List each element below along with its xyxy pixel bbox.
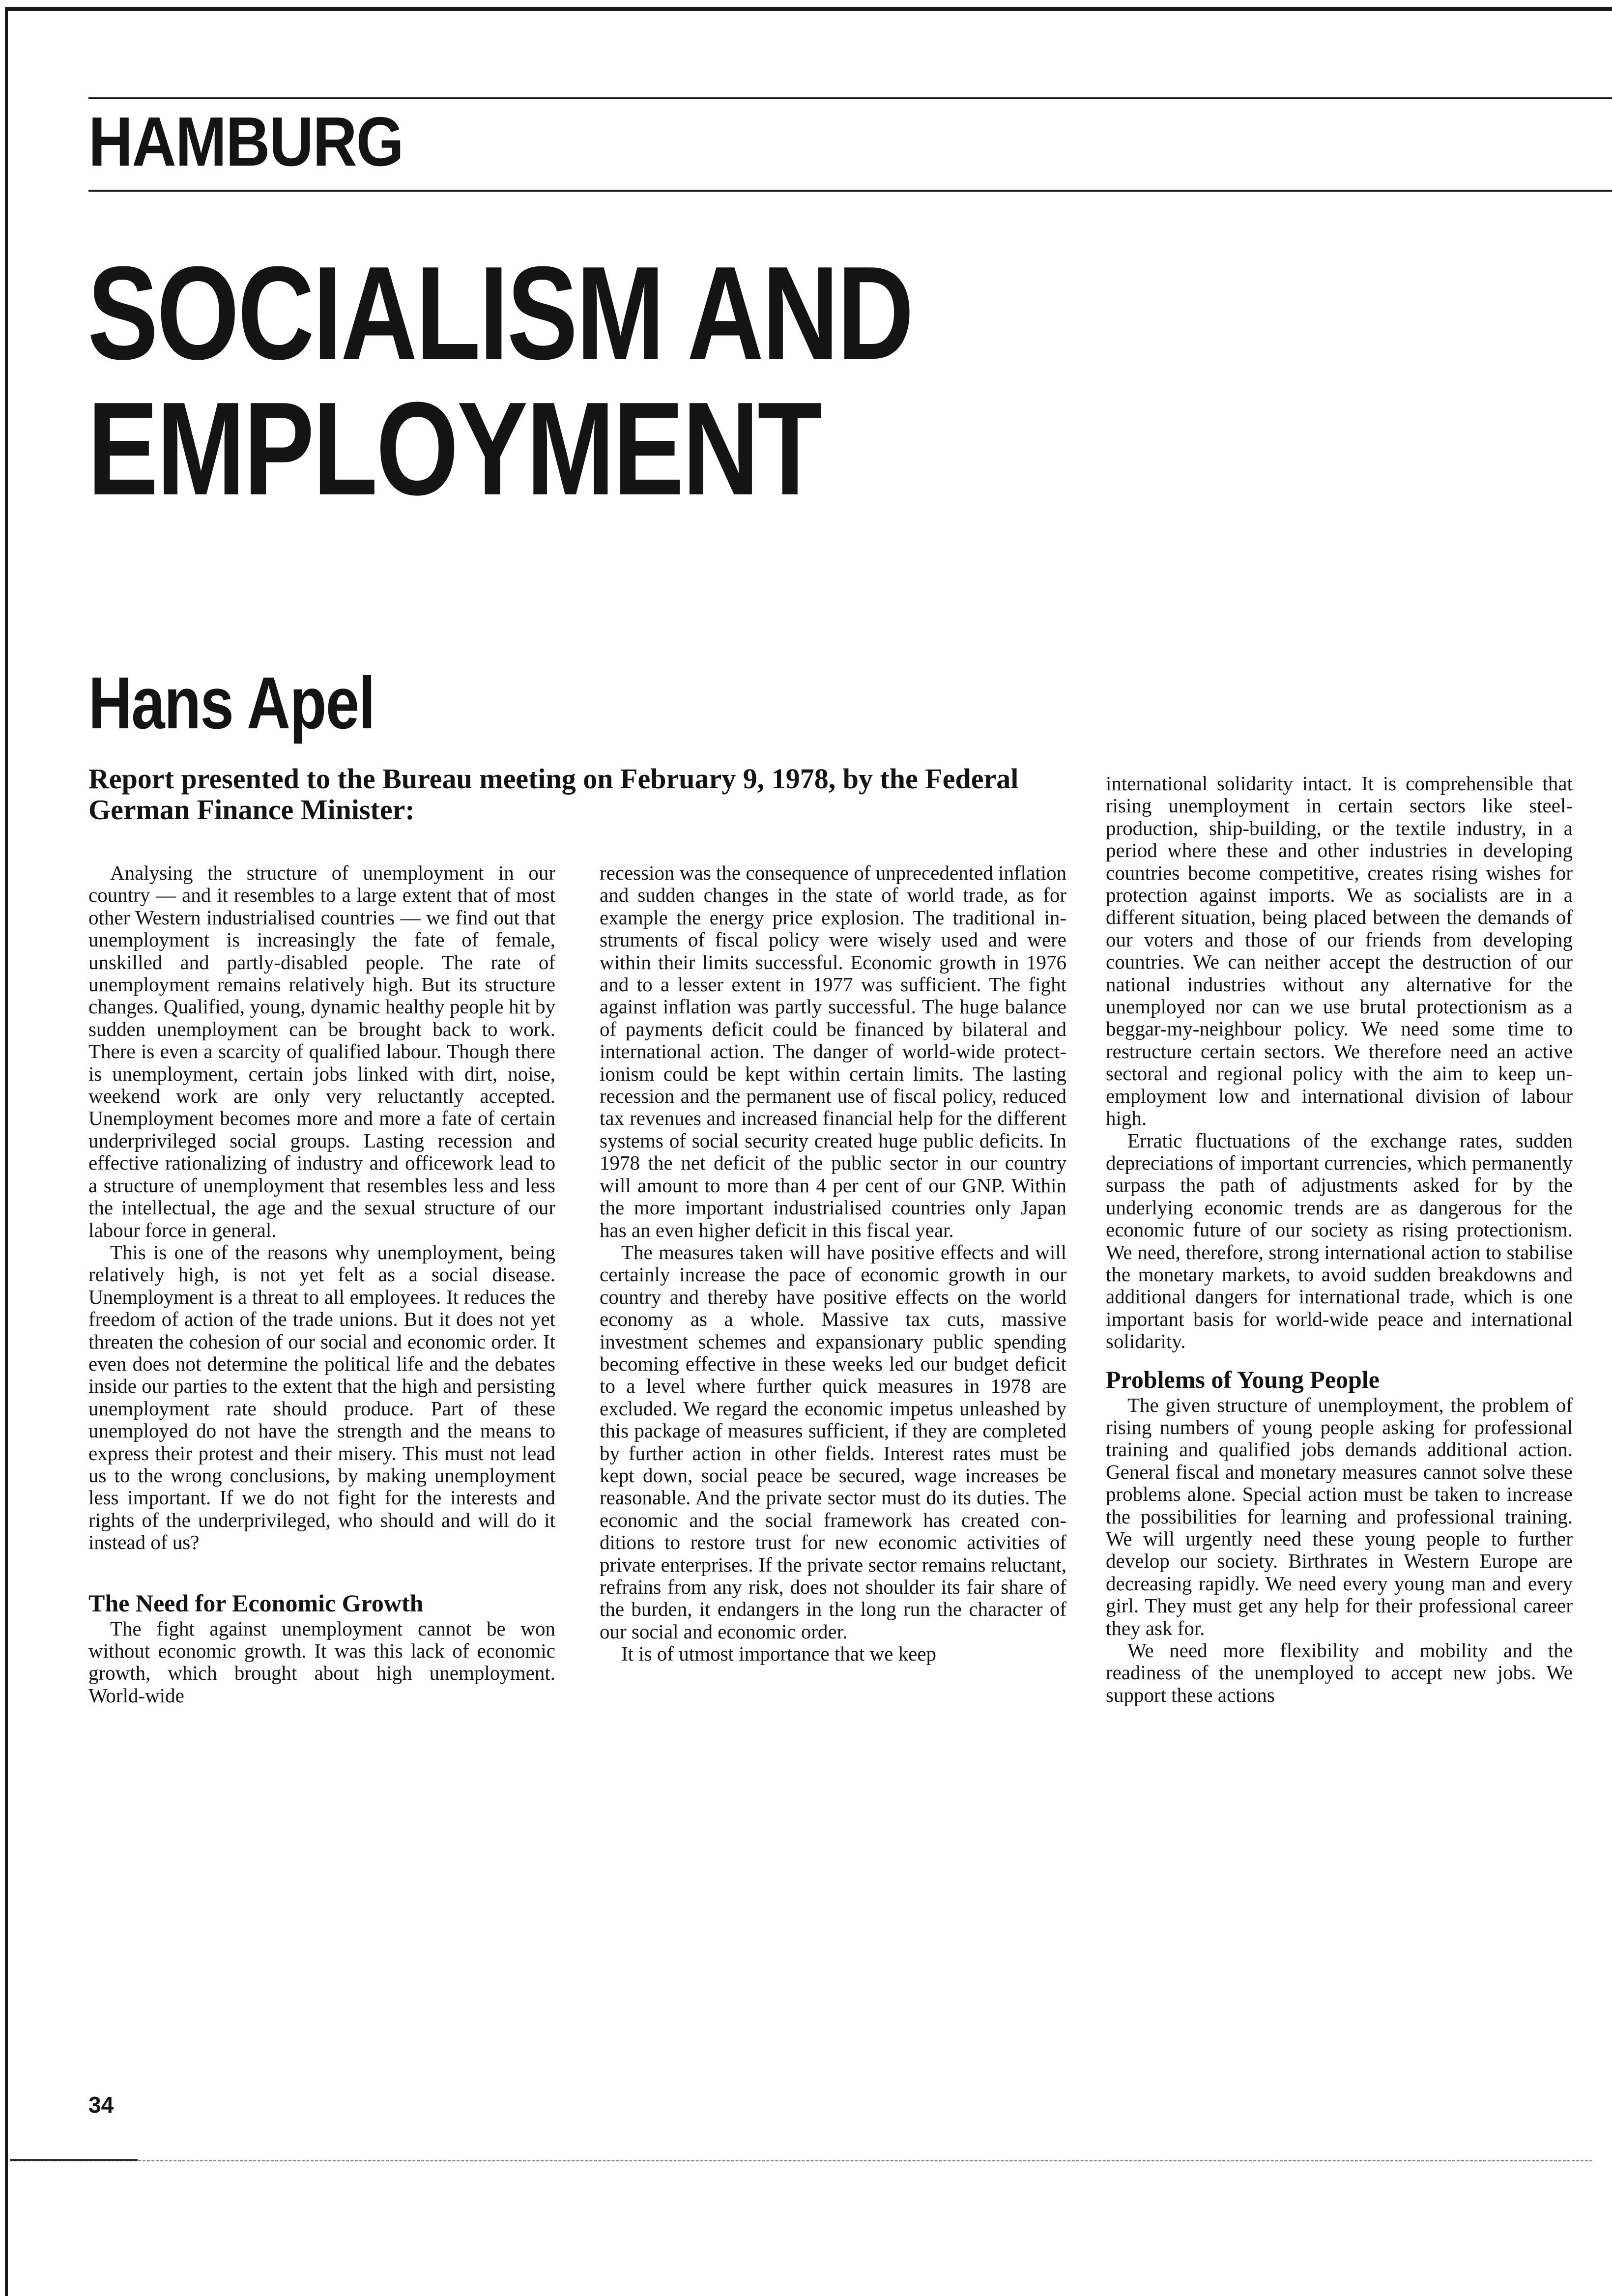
paragraph: recession was the consequence of unprecedented inflation and sudden changes in the state of world trade, as for example the energy price explosion. The traditional instruments of fiscal policy were wisely used and were within their limits successful. Economic growth in 1976 and to a lesser extent in 1977 was sufficient. The fight against inflation was partly successful. The huge balance of payments deficit could be financed by bilateral and international action. The danger of world-wide protectionism could be kept within certain limits. The lasting recession and the permanent use of fiscal policy, reduced tax revenues and increased financial help for the different systems of social security created huge public deficits. In 1978 the net deficit of the public sector in our country will amount to more than 4 per cent of our GNP. Within the more important industrialised countries only Japan has an even higher deficit in this fiscal year. [600,861,1066,1241]
paragraph: This is one of the reasons why unemployment, being relatively high, is not yet felt as a social disease. Unemployment is a threat to all employees. It reduces the freedom of action of the trade unions. But it does not yet threaten the cohesion of our social and economic order. It even does not determine the political life and the debates inside our parties to the extent that the high and persisting unemployment rate should produce. Part of these unemployed do not have the strength and the means to express their protest and their misery. This must not lead us to the wrong conclusions, by making unemployment less important. If we do not fight for the interests and rights of the underprivileged, who should and will do it instead of us? [88,1240,555,1554]
page-border-top [5,7,1612,11]
page-number: 34 [88,2092,114,2118]
paragraph: Erratic fluctuations of the exchange rates, sudden depreciations of important currencies, which permanently surpass the path of adjustments asked for by the underlying economic trends are as dangerous for the economic future of our society as rising protectionism. We need, therefore, strong international action to stabilise the monetary markets, to avoid sudden breakdowns and additional dangers for international trade, which is one important basis for world-wide peace and international solidarity. [1106,1129,1573,1353]
header-rule-top [88,97,1612,99]
paragraph: The measures taken will have positive effects and will certainly increase the pace of economic growth in our country and thereby have positive effects on the world economy as a whole. Massive tax cuts, massive investment schemes and expansionary public spending becoming effective in these weeks led our budget deficit to a level where further quick measures in 1978 are excluded. We regard the economic impetus unleashed by this package of measures sufficient, if they are completed by further action in other fields. Interest rates must be kept down, social peace be secured, wage increases be reasonable. And the private sector must do its duties. The economic and the social framework has created conditions to restore trust for new economic activities of private enterprises. If the private sector remains reluctant, refrains from any risk, does not shoulder its fair share of the burden, it endangers in the long run the character of our social and economic order. [600,1240,1066,1643]
column-2 [600,862,1066,1665]
article-title [87,239,913,523]
paragraph: international solidarity intact. It is comprehensible that rising unemployment in certain sectors like steel-production, ship-building, or the textile industry, in a period where these and other industries in developing countries become competitive, creates rising wishes for protection against imports. We as socialists are in a different situation, being placed between the demands of our voters and those of our friends from developing countries. We can neither accept the destruction of our national industries without any alternative for the unemployed nor can we use brutal protectionism as a beggar-my-neighbour policy. We need some time to restructure certain sectors. We therefore need an active sectoral and regional policy with the aim to keep unemployment low and international division of labour high. [1106,772,1573,1130]
paragraph: Analysing the structure of unemployment in our country — and it resembles to a large extent that of most other Western industrialised countries — we find out that unemployment is increasingly the fate of female, unskilled and partly-disabled people. The rate of unemployment remains relatively high. But its structure changes. Qualified, young, dynamic healthy people hit by sudden unemployment can be brought back to work. There is even a scarcity of qualified labour. Though there is unemployment, certain jobs linked with dirt, noise, weekend work are only very reluctantly accepted. Unemployment becomes more and more a fate of certain underprivileged social groups. Lasting recession and effective rationalizing of industry and officework lead to a structure of unemployment that resembles less and less the intellectual, the age and the sexual structure of our labour force in general. [88,861,555,1241]
footer-rule-solid [10,2159,138,2161]
title-line-2: EMPLOYMENT [87,375,821,523]
column-1 [88,862,555,1707]
paragraph: We need more flexibility and mobility and the readiness of the unemployed to accept new jobs. We support these actions [1106,1639,1573,1706]
header-rule-bottom [88,190,1612,192]
column-3 [1106,773,1573,1706]
section-label: HAMBURG [88,103,403,181]
paragraph: The given structure of unemployment, the problem of rising numbers of young people asking for professional training and qualified jobs demands additional action. General fiscal and monetary measures cannot solve these problems alone. Special action must be taken to increase the possibilities for learning and professional training. We will urgently need these young people to further develop our society. Birthrates in Western Europe are decreasing rapidly. We need every young man and every girl. They must get any help for their professional career they ask for. [1106,1393,1573,1639]
author-name: Hans Apel [88,661,375,744]
footer-rule [10,2160,1592,2161]
intro-text: Report presented to the Bureau meeting on February 9, 1978, by the Federal German Finance Minister: [88,763,1019,826]
page-border-left [5,7,8,2296]
title-line-1: SOCIALISM AND [87,239,913,387]
paragraph: It is of utmost importance that we keep [621,1642,937,1665]
subheading: Problems of Young People [1106,1365,1380,1393]
paragraph: The fight against unemployment cannot be won without economic growth. It was this lack of economic growth, which brought about high unemployment. World-wide [88,1617,555,1707]
subheading: The Need for Economic Growth [88,1589,424,1617]
